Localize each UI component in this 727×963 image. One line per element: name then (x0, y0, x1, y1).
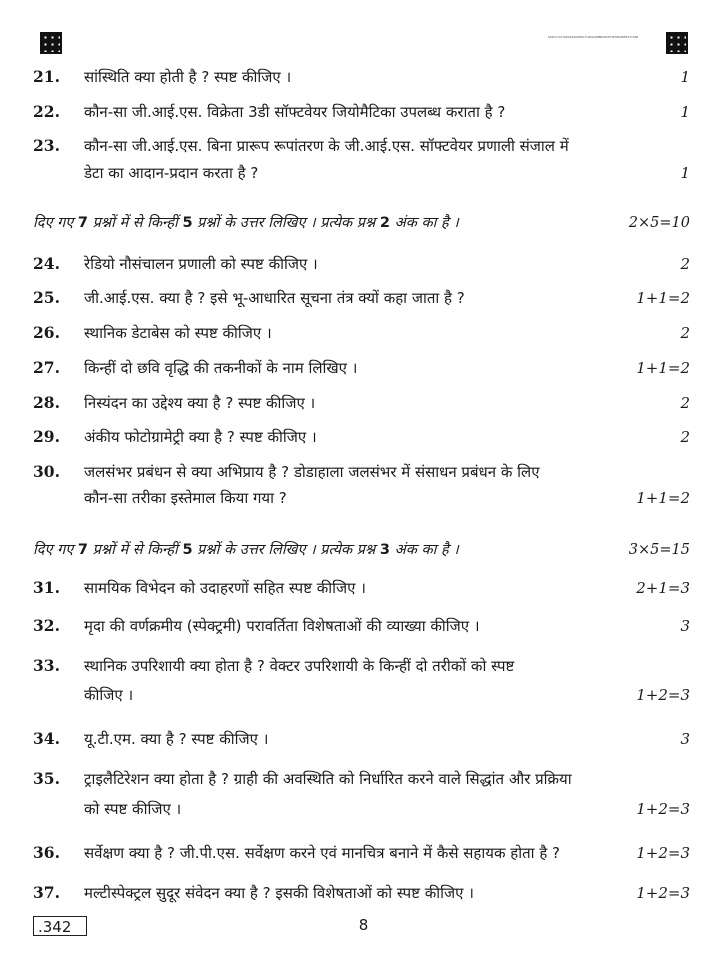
instruction-marks: 2×5=10 (628, 215, 690, 231)
page-number: 8 (358, 916, 369, 934)
question-text: सर्वेक्षण क्या है ? जी.पी.एस. सर्वेक्षण करने एवं मानचित्र बनाने में कैसे सहायक होता है ? (84, 844, 561, 862)
question-text-line2: कीजिए । (84, 686, 134, 704)
question-number: 36. (33, 843, 60, 862)
question-marks: 2 (680, 428, 690, 446)
question-text: जी.आई.एस. क्या है ? इसे भू-आधारित सूचना तंत्र क्यों कहा जाता है ? (84, 289, 465, 307)
question-text-line1: स्थानिक उपरिशायी क्या होता है ? वेक्टर उपरिशायी के किन्हीं दो तरीकों को स्पष्ट (84, 657, 515, 675)
question-text: सामयिक विभेदन को उदाहरणों सहित स्पष्ट कीजिए । (84, 579, 366, 597)
barcode-text: 56AFA7AC7D8A63AD9D9A7C2D6A80BD9997E1E9AD2B8FA7C6D6 (548, 35, 639, 39)
question-text: मल्टीस्पेक्ट्रल सुदूर संवेदन क्या है ? इसकी विशेषताओं को स्पष्ट कीजिए । (84, 884, 474, 902)
question-text-line2: कौन-सा तरीका इस्तेमाल किया गया ? (84, 489, 287, 507)
question-text: सांस्थिति क्या होती है ? स्पष्ट कीजिए । (84, 68, 292, 86)
question-marks: 1 (680, 164, 690, 182)
question-marks: 2 (680, 394, 690, 412)
question-text: किन्हीं दो छवि वृद्धि की तकनीकों के नाम लिखिए । (84, 359, 358, 377)
question-text: रेडियो नौसंचालन प्रणाली को स्पष्ट कीजिए । (84, 255, 318, 273)
question-text-line2: को स्पष्ट कीजिए । (84, 800, 182, 818)
question-number: 34. (33, 729, 60, 748)
question-number: 28. (33, 393, 60, 412)
question-marks: 1 (680, 103, 690, 121)
question-marks: 1+2=3 (636, 884, 690, 902)
question-marks: 1+2=3 (636, 686, 690, 704)
question-text: अंकीय फोटोग्रामेट्री क्या है ? स्पष्ट कीजिए । (84, 428, 317, 446)
question-marks: 1+1=2 (636, 359, 690, 377)
question-text: कौन-सा जी.आई.एस. विक्रेता 3डी सॉफ्टवेयर जियोमैटिका उपलब्ध कराता है ? (84, 103, 506, 121)
question-number: 32. (33, 616, 60, 635)
question-marks: 2 (680, 255, 690, 273)
instruction-marks: 3×5=15 (628, 542, 690, 558)
question-number: 33. (33, 656, 60, 675)
question-marks: 3 (680, 617, 690, 635)
question-text-line2: डेटा का आदान-प्रदान करता है ? (84, 164, 259, 182)
question-text-line1: ट्राइलैटिरेशन क्या होता है ? ग्राही की अवस्थिति को निर्धारित करने वाले सिद्धांत और प्रक्रिया (84, 770, 572, 788)
instruction-text: दिए गए 7 प्रश्नों में से किन्हीं 5 प्रश्नों के उत्तर लिखिए । प्रत्येक प्रश्न 2 अंक का है । (33, 215, 459, 231)
question-number: 25. (33, 288, 60, 307)
question-text: मृदा की वर्णक्रमीय (स्पेक्ट्रमी) परावर्तिता विशेषताओं की व्याख्या कीजिए । (84, 617, 480, 635)
question-marks: 1+1=2 (636, 289, 690, 307)
question-number: 22. (33, 102, 60, 121)
question-number: 24. (33, 254, 60, 273)
question-number: 21. (33, 67, 60, 86)
qr-code-left (40, 32, 62, 54)
paper-code-box: .342 (33, 916, 87, 936)
question-number: 29. (33, 427, 60, 446)
question-text: यू.टी.एम. क्या है ? स्पष्ट कीजिए । (84, 730, 269, 748)
question-number: 23. (33, 136, 60, 155)
question-marks: 1 (680, 68, 690, 86)
qr-code-right (666, 32, 688, 54)
question-text: स्थानिक डेटाबेस को स्पष्ट कीजिए । (84, 324, 272, 342)
question-number: 30. (33, 462, 60, 481)
question-marks: 1+1=2 (636, 489, 690, 507)
question-marks: 1+2=3 (636, 844, 690, 862)
question-number: 35. (33, 769, 60, 788)
question-text: निस्यंदन का उद्देश्य क्या है ? स्पष्ट कीजिए । (84, 394, 316, 412)
question-text-line1: जलसंभर प्रबंधन से क्या अभिप्राय है ? डोडाहाला जलसंभर में संसाधन प्रबंधन के लिए (84, 463, 540, 481)
question-number: 31. (33, 578, 60, 597)
question-marks: 2+1=3 (636, 579, 690, 597)
instruction-text: दिए गए 7 प्रश्नों में से किन्हीं 5 प्रश्नों के उत्तर लिखिए । प्रत्येक प्रश्न 3 अंक का है । (33, 542, 459, 558)
question-text-line1: कौन-सा जी.आई.एस. बिना प्रारूप रूपांतरण के जी.आई.एस. सॉफ्टवेयर प्रणाली संजाल में (84, 137, 569, 155)
question-number: 27. (33, 358, 60, 377)
question-number: 26. (33, 323, 60, 342)
question-marks: 3 (680, 730, 690, 748)
question-number: 37. (33, 883, 60, 902)
question-marks: 2 (680, 324, 690, 342)
question-marks: 1+2=3 (636, 800, 690, 818)
